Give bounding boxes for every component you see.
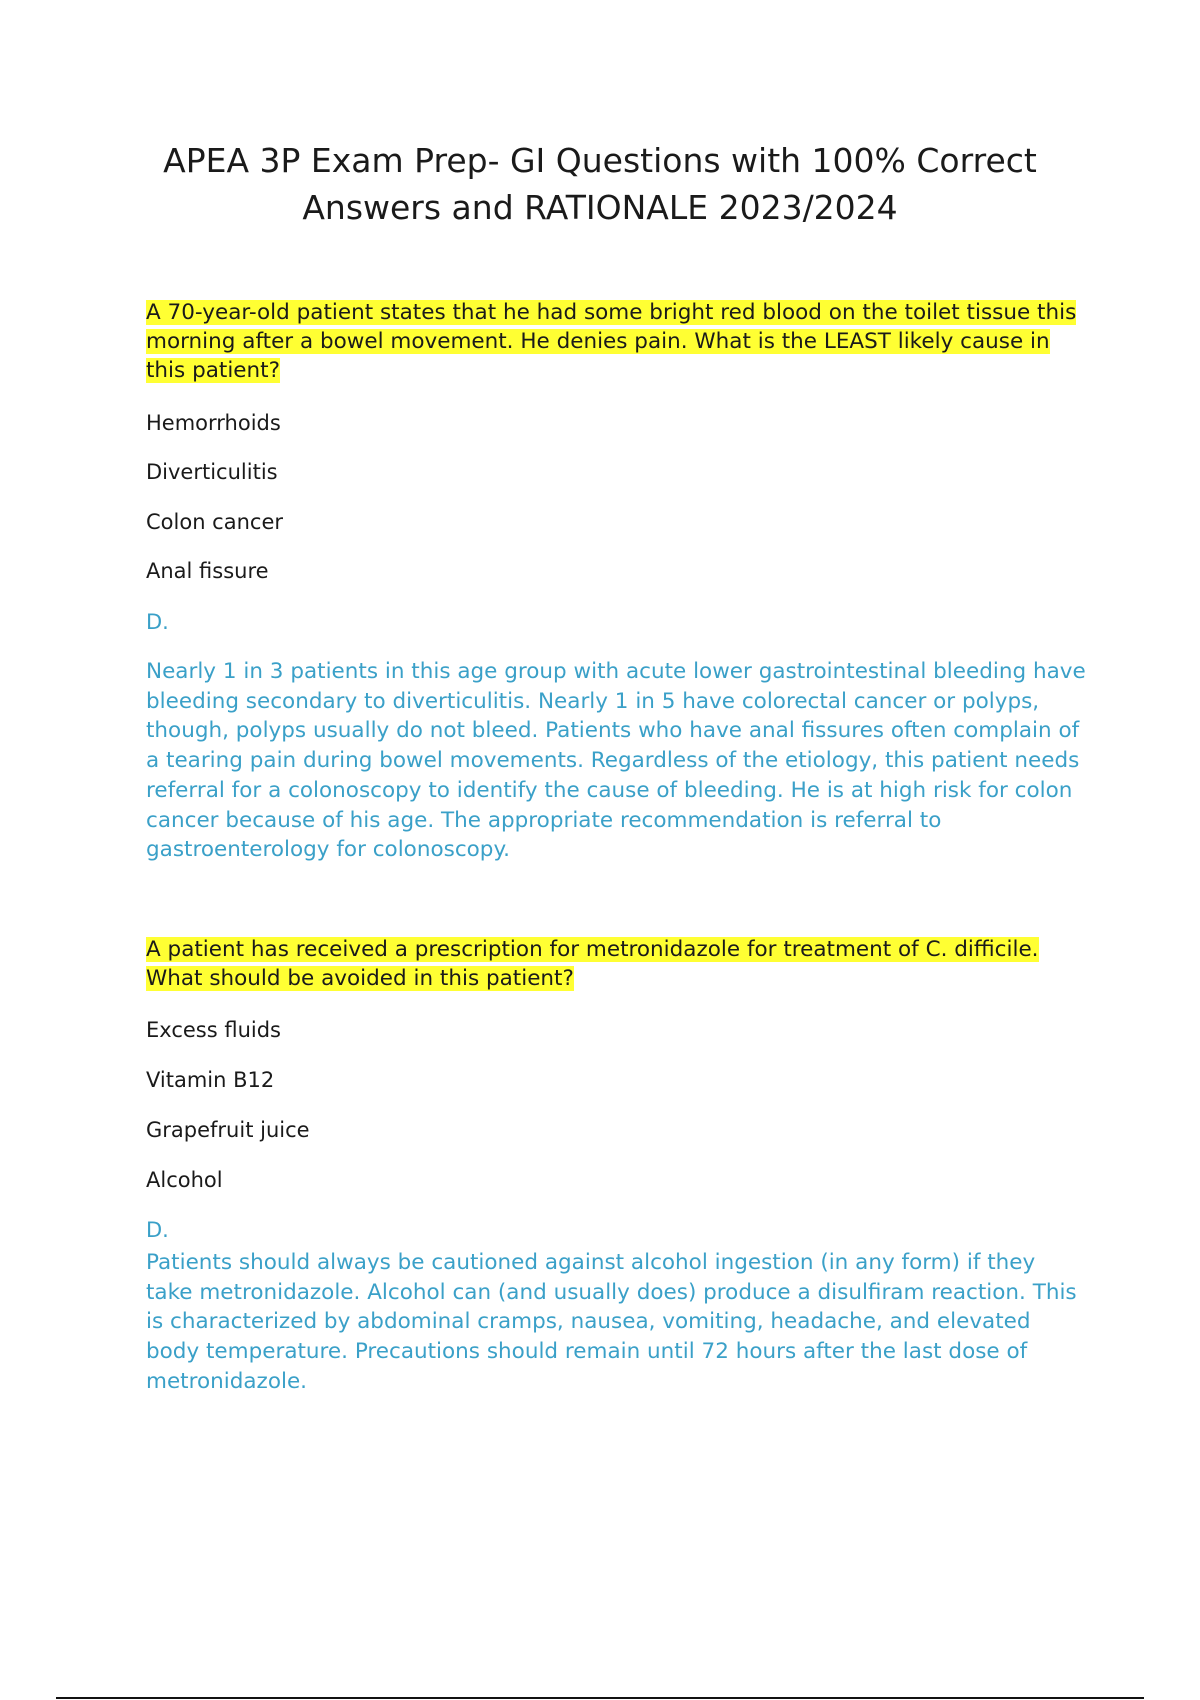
question-2-highlight: A patient has received a prescription for metronidazole for treatment of C. difficile. What should be avoided in this patient?	[146, 937, 1039, 991]
question-1-rationale: Nearly 1 in 3 patients in this age group with acute lower gastrointestinal bleeding have bleeding secondary to diverticulitis. Nearly 1 in 5 have colorectal cancer or polyps, though, polyps usually do not bleed. Patients who have anal fissures often complain of a tearing pain during bowel movements. Regardless of the etiology, this patient needs referral for a colonoscopy to identify the cause of bleeding. He is at high risk for colon cancer because of his age. The appropriate recommendation is referral to gastroenterology for colonoscopy.	[146, 659, 1086, 863]
question-2-option-b: Vitamin B12	[146, 1068, 275, 1092]
question-2-answer: D.	[146, 1218, 169, 1242]
question-2-option-a: Excess fluids	[146, 1018, 281, 1042]
question-2-rationale: Patients should always be cautioned against alcohol ingestion (in any form) if they take metronidazole. Alcohol can (and usually does) produce a disulfiram reaction. This is characterized by abdominal cramps, nausea, vomiting, headache, and elevated body temperature. Precautions should remain until 72 hours after the last dose of metronidazole.	[146, 1250, 1077, 1394]
footer-divider	[56, 1697, 1144, 1699]
document-title: APEA 3P Exam Prep- GI Questions with 100% Correct Answers and RATIONALE 2023/2024	[163, 141, 1037, 227]
question-1-text	[146, 298, 1086, 385]
question-1-option-a: Hemorrhoids	[146, 411, 281, 435]
question-1-highlight: A 70-year-old patient states that he had some bright red blood on the toilet tissue this morning after a bowel movement. He denies pain. What is the LEAST likely cause in this patient?	[146, 300, 1077, 383]
question-1-option-b: Diverticulitis	[146, 460, 278, 484]
question-2-option-c: Grapefruit juice	[146, 1118, 310, 1142]
question-1-option-d: Anal fissure	[146, 559, 269, 583]
question-1-option-c: Colon cancer	[146, 510, 284, 534]
question-2-text	[146, 935, 1086, 993]
question-2-option-d: Alcohol	[146, 1168, 223, 1192]
question-1-answer: D.	[146, 610, 169, 634]
